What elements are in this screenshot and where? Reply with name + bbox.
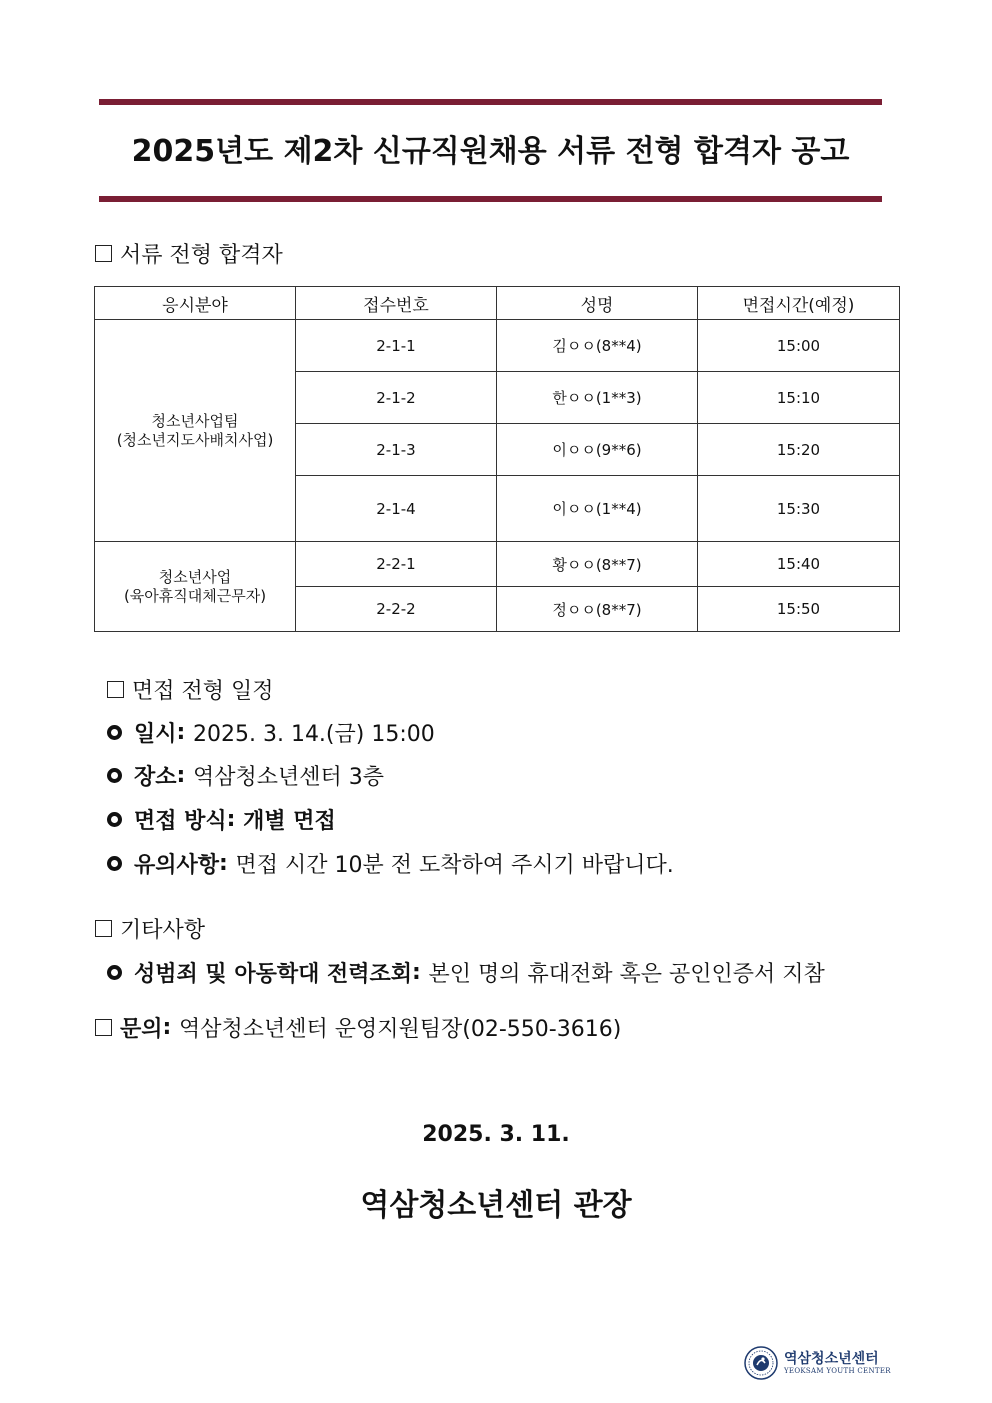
page-title: 2025년도 제2차 신규직원채용 서류 전형 합격자 공고 bbox=[131, 134, 850, 169]
header-field: 응시분야 bbox=[95, 287, 296, 320]
title-bottom-bar bbox=[99, 196, 882, 202]
cell-number: 2-2-2 bbox=[296, 587, 497, 632]
passers-table bbox=[94, 286, 900, 632]
center-logo bbox=[744, 1346, 891, 1380]
section-heading-text: 면접 전형 일정 bbox=[132, 679, 274, 704]
item-label: 면접 방식 bbox=[134, 809, 227, 834]
cell-time: 15:30 bbox=[698, 476, 900, 542]
circle-bullet-icon bbox=[107, 725, 122, 740]
cell-time: 15:40 bbox=[698, 542, 900, 587]
item-label: 성범죄 및 아동학대 전력조회 bbox=[134, 962, 413, 987]
table-row bbox=[95, 542, 900, 587]
cell-time: 15:20 bbox=[698, 424, 900, 476]
logo-text bbox=[784, 1351, 891, 1375]
checkbox-square-icon bbox=[95, 245, 112, 262]
cell-name: 황ㅇㅇ(8**7) bbox=[497, 542, 698, 587]
announcement-date: 2025. 3. 11. bbox=[422, 1122, 570, 1147]
item-value: 2025. 3. 14.(금) 15:00 bbox=[192, 722, 435, 747]
cell-name: 김ㅇㅇ(8**4) bbox=[497, 320, 698, 372]
checkbox-square-icon bbox=[107, 681, 124, 698]
interview-item-notice: 유의사항 : 면접 시간 10분 전 도착하여 주시기 바랍니다. bbox=[107, 848, 674, 879]
item-value: 역삼청소년센터 3층 bbox=[192, 765, 384, 790]
etc-item-background-check: 성범죄 및 아동학대 전력조회 : 본인 명의 휴대전화 혹은 공인인증서 지참 bbox=[107, 957, 825, 988]
cell-name: 이ㅇㅇ(9**6) bbox=[497, 424, 698, 476]
section-heading-text: 기타사항 bbox=[120, 918, 206, 943]
field-line1: 청소년사업 bbox=[158, 567, 232, 586]
header-time: 면접시간(예정) bbox=[698, 287, 900, 320]
contact-value: 역삼청소년센터 운영지원팀장(02-550-3616) bbox=[178, 1017, 622, 1042]
cell-name: 정ㅇㅇ(8**7) bbox=[497, 587, 698, 632]
circle-bullet-icon bbox=[107, 812, 122, 827]
field-cell bbox=[95, 320, 296, 542]
item-value: 개별 면접 bbox=[243, 809, 336, 834]
table-row bbox=[95, 320, 900, 372]
interview-item-datetime: 일시 : 2025. 3. 14.(금) 15:00 bbox=[107, 717, 435, 748]
item-label: 일시 bbox=[134, 722, 177, 747]
table-header-row bbox=[95, 287, 900, 320]
item-label: 장소 bbox=[134, 765, 177, 790]
header-number: 접수번호 bbox=[296, 287, 497, 320]
item-value: 본인 명의 휴대전화 혹은 공인인증서 지참 bbox=[428, 962, 825, 987]
contact-label: 문의 bbox=[120, 1017, 163, 1042]
item-label: 유의사항 bbox=[134, 853, 220, 878]
field-line2: (육아휴직대체근무자) bbox=[123, 586, 267, 605]
cell-number: 2-1-3 bbox=[296, 424, 497, 476]
header-name: 성명 bbox=[497, 287, 698, 320]
section-heading-text: 서류 전형 합격자 bbox=[120, 243, 283, 268]
section-heading-passers bbox=[95, 238, 283, 269]
cell-time: 15:00 bbox=[698, 320, 900, 372]
cell-number: 2-1-1 bbox=[296, 320, 497, 372]
circle-bullet-icon bbox=[107, 856, 122, 871]
field-cell bbox=[95, 542, 296, 632]
interview-item-place: 장소 : 역삼청소년센터 3층 bbox=[107, 760, 384, 791]
field-line2: (청소년지도사배치사업) bbox=[116, 430, 274, 449]
cell-name: 한ㅇㅇ(1**3) bbox=[497, 372, 698, 424]
section-heading-etc bbox=[95, 913, 205, 944]
section-heading-interview bbox=[107, 674, 274, 705]
contact-line: 문의 : 역삼청소년센터 운영지원팀장(02-550-3616) bbox=[95, 1012, 621, 1043]
cell-time: 15:50 bbox=[698, 587, 900, 632]
circle-bullet-icon bbox=[107, 768, 122, 783]
checkbox-square-icon bbox=[95, 1019, 112, 1036]
cell-number: 2-1-4 bbox=[296, 476, 497, 542]
cell-name: 이ㅇㅇ(1**4) bbox=[497, 476, 698, 542]
cell-time: 15:10 bbox=[698, 372, 900, 424]
center-seal-icon bbox=[744, 1346, 778, 1380]
item-value: 면접 시간 10분 전 도착하여 주시기 바랍니다. bbox=[235, 853, 674, 878]
logo-name-ko: 역삼청소년센터 bbox=[784, 1351, 879, 1367]
checkbox-square-icon bbox=[95, 920, 112, 937]
interview-item-method: 면접 방식 : 개별 면접 bbox=[107, 804, 336, 835]
logo-name-en: YEOKSAM YOUTH CENTER bbox=[784, 1367, 891, 1375]
circle-bullet-icon bbox=[107, 965, 122, 980]
field-line1: 청소년사업팀 bbox=[151, 411, 239, 430]
title-top-bar bbox=[99, 99, 882, 105]
signature: 역삼청소년센터 관장 bbox=[360, 1188, 632, 1223]
cell-number: 2-2-1 bbox=[296, 542, 497, 587]
cell-number: 2-1-2 bbox=[296, 372, 497, 424]
